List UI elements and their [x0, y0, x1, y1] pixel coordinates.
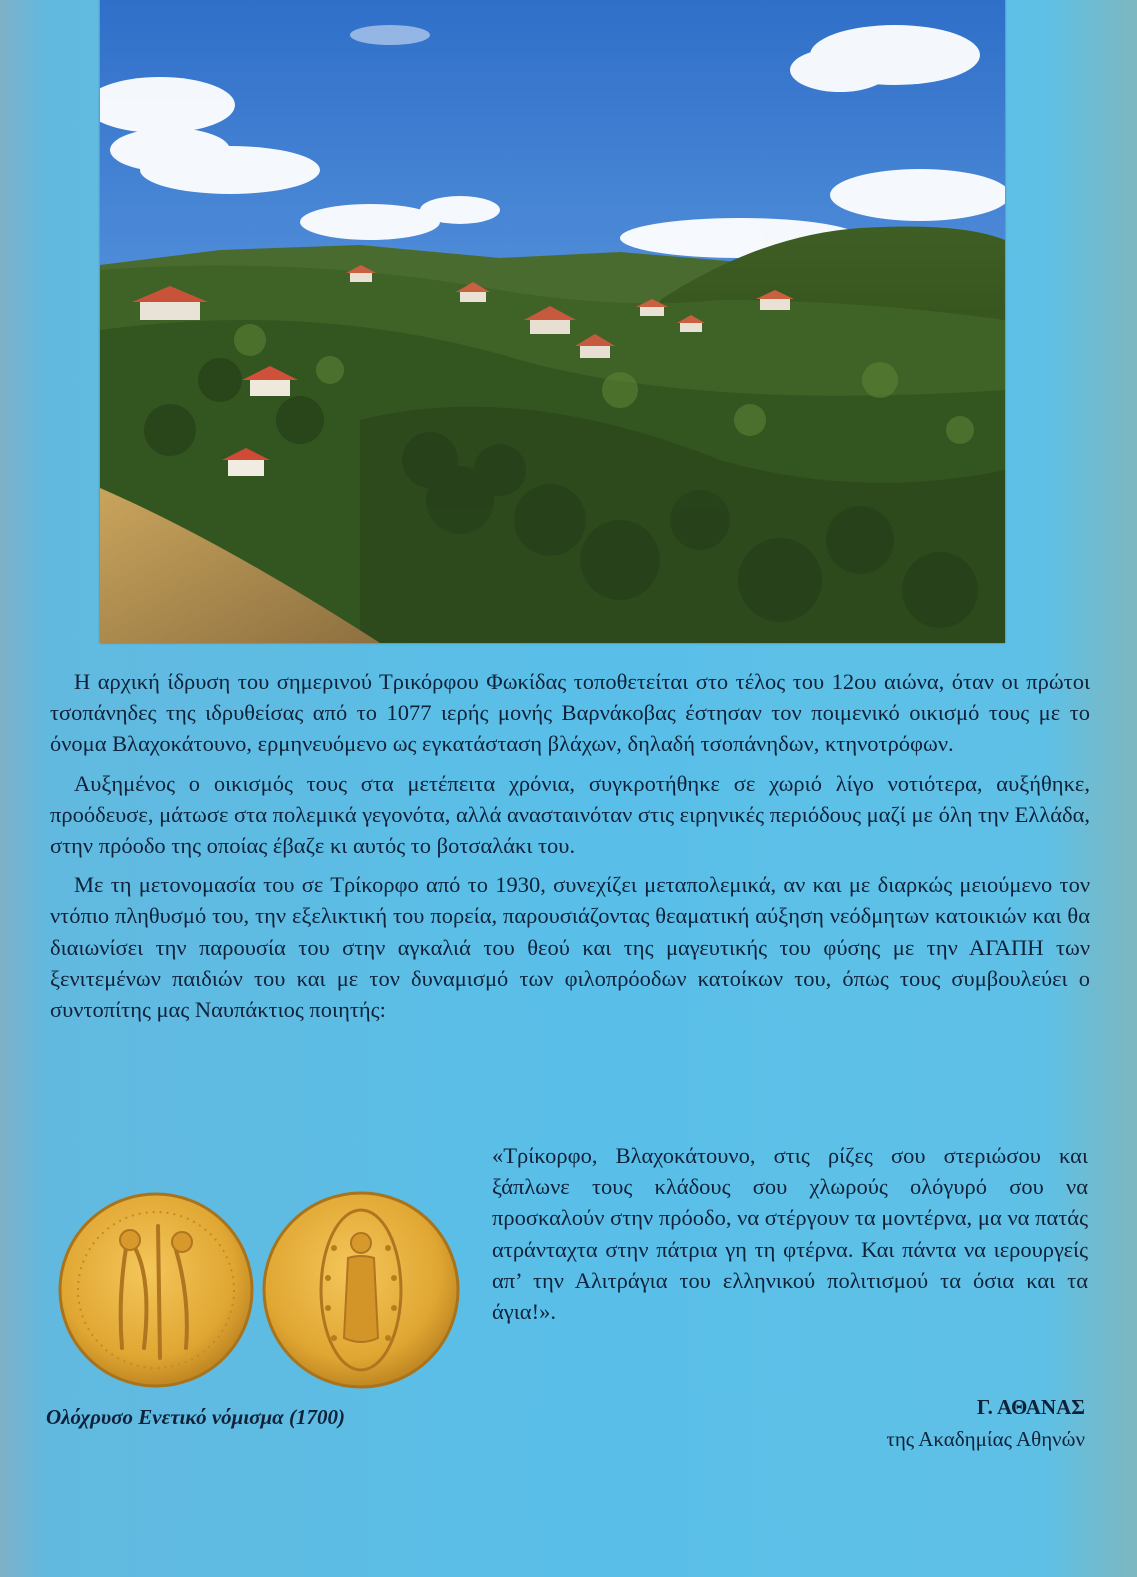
paragraph-founding: Η αρχική ίδρυση του σημερινού Τρικόρφου Φωκίδας τοποθετείται στο τέλος του 12ου αιώνα, όταν οι πρώτοι τσοπάνηδες της ιδρυθείσας από το 1077 ιερής μονής Βαρνάκοβας έστησαν τον ποιμενικό οικισμό τους με το όνομα Βλαχοκάτουνο, ερμηνευόμενο ως εγκατάσταση βλάχων, δηλαδή τσοπάνηδων, κτηνοτρόφων.	[50, 669, 1090, 757]
poem-quote: «Τρίκορφο, Βλαχοκάτουνο, στις ρίζες σου στεριώσου και ξάπλωνε τους κλάδους σου χλωρούς ολόγυρό σου να προσκαλούν στην πρόοδο, να στέργουν τα μοντέρνα, μα να πατάς ατράνταχτα στην πάτρια γη τη φτέρνα. Και πάντα να ιερουργείς απ’ την Αλιτράγια του ελληνικού πολιτισμού τα όσια και τα άγια!».	[492, 1143, 1088, 1325]
paragraph-growth: Αυξημένος ο οικισμός τους στα μετέπειτα χρόνια, συγκροτήθηκε σε χωριό λίγο νοτιότερα, αυξήθηκε, προόδευσε, μάτωσε στα πολεμικά γεγονότα, αλλά ανασταινόταν στις ειρηνικές περιόδους μαζί με όλη την Ελλάδα, στην πρόοδο της οποίας έβαζε κι αυτός το βοτσαλάκι του.	[50, 770, 1090, 859]
village-landscape-photo	[100, 0, 1005, 643]
venetian-coin-photo	[56, 1188, 466, 1393]
coin-caption: Ολόχρυσο Ενετικό νόμισμα (1700)	[46, 1405, 346, 1429]
author-name: Γ. ΑΘΑΝΑΣ	[976, 1395, 1085, 1419]
paragraph-renaming: Με τη μετονομασία του σε Τρίκορφο από το 1930, συνεχίζει μεταπολεμικά, αν και με διαρκώς μειούμενο τον ντόπιο πληθυσμό του, την εξελικτική του πορεία, παρουσιάζοντας θεαματική αύξηση νεόδμητων κατοικιών και θα διαιωνίσει την παρουσία του στην αγκαλιά του θεού και της μαγευτικής του φύσης με την ΑΓΑΠΗ των ξενιτεμένων παιδιών του και με τον δυναμισμό των φιλοπρόοδων κατοίκων του, όπως τους συμβουλεύει ο συντοπίτης μας Ναυπάκτιος ποιητής:	[50, 872, 1090, 1023]
author-attribution	[886, 1391, 1085, 1455]
history-text	[50, 666, 1090, 1033]
author-affiliation: της Ακαδημίας Αθηνών	[886, 1427, 1085, 1451]
